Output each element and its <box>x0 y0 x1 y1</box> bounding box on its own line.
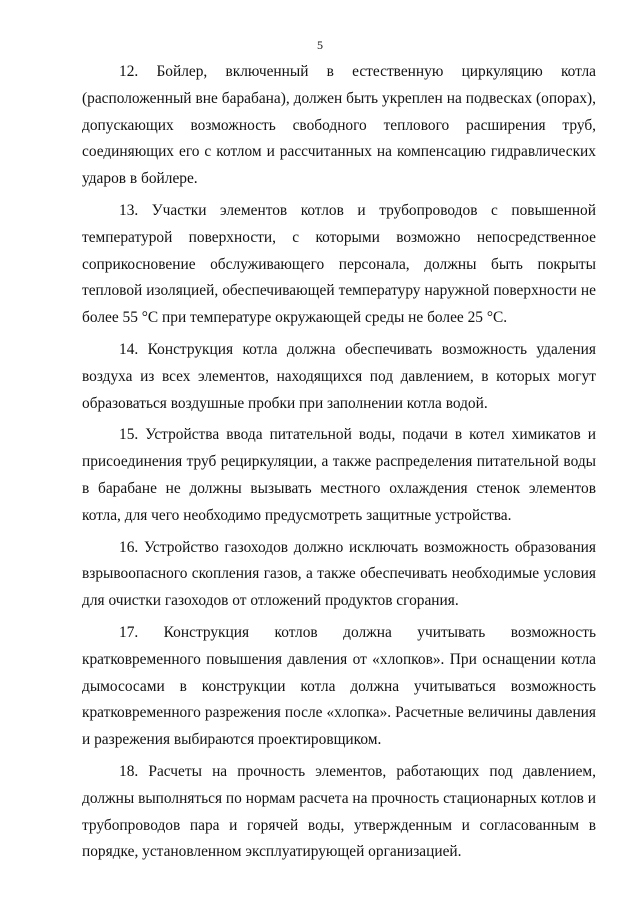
paragraph-17: 17. Конструкция котлов должна учитывать возможность кратковременного повышения давления от «хлопков». При оснащении котла дымососами в конструкции котла должна учитываться возможность кратковременного разрежения после «хлопка». Расчетные величины давления и разрежения выбираются проектировщиком. <box>82 623 596 749</box>
document-body <box>82 59 596 871</box>
paragraph-13: 13. Участки элементов котлов и трубопроводов с повышенной температурой поверхности, с которыми возможно непосредственное соприкосновение обслуживающего персонала, должны быть покрыты тепловой изоляцией, обеспечивающей температуру наружной поверхности не более 55 °С при температуре окружающей среды не более 25 °С. <box>82 201 596 327</box>
paragraph-14: 14. Конструкция котла должна обеспечивать возможность удаления воздуха из всех элементов, находящихся под давлением, в которых могут образоваться воздушные пробки при заполнении котла водой. <box>82 340 596 412</box>
paragraph-12: 12. Бойлер, включенный в естественную циркуляцию котла (расположенный вне барабана), должен быть укреплен на подвесках (опорах), допускающих возможность свободного теплового расширения труб, соединяющих его с котлом и рассчитанных на компенсацию гидравлических ударов в бойлере. <box>82 63 596 188</box>
paragraph-15: 15. Устройства ввода питательной воды, подачи в котел химикатов и присоединения труб рециркуляции, а также распределения питательной воды в барабане не должны вызывать местного охлаждения стенок элементов котла, для чего необходимо предусмотреть защитные устройства. <box>82 426 596 524</box>
paragraph-16: 16. Устройство газоходов должно исключать возможность образования взрывоопасного скопления газов, а также обеспечивать необходимые условия для очистки газоходов от отложений продуктов сгорания. <box>82 538 596 610</box>
page-number: 5 <box>317 38 323 52</box>
paragraph-18: 18. Расчеты на прочность элементов, работающих под давлением, должны выполняться по нормам расчета на прочность стационарных котлов и трубопроводов пара и горячей воды, утвержденным и согласованным в порядке, установленном эксплуатирующей организацией. <box>82 762 596 861</box>
